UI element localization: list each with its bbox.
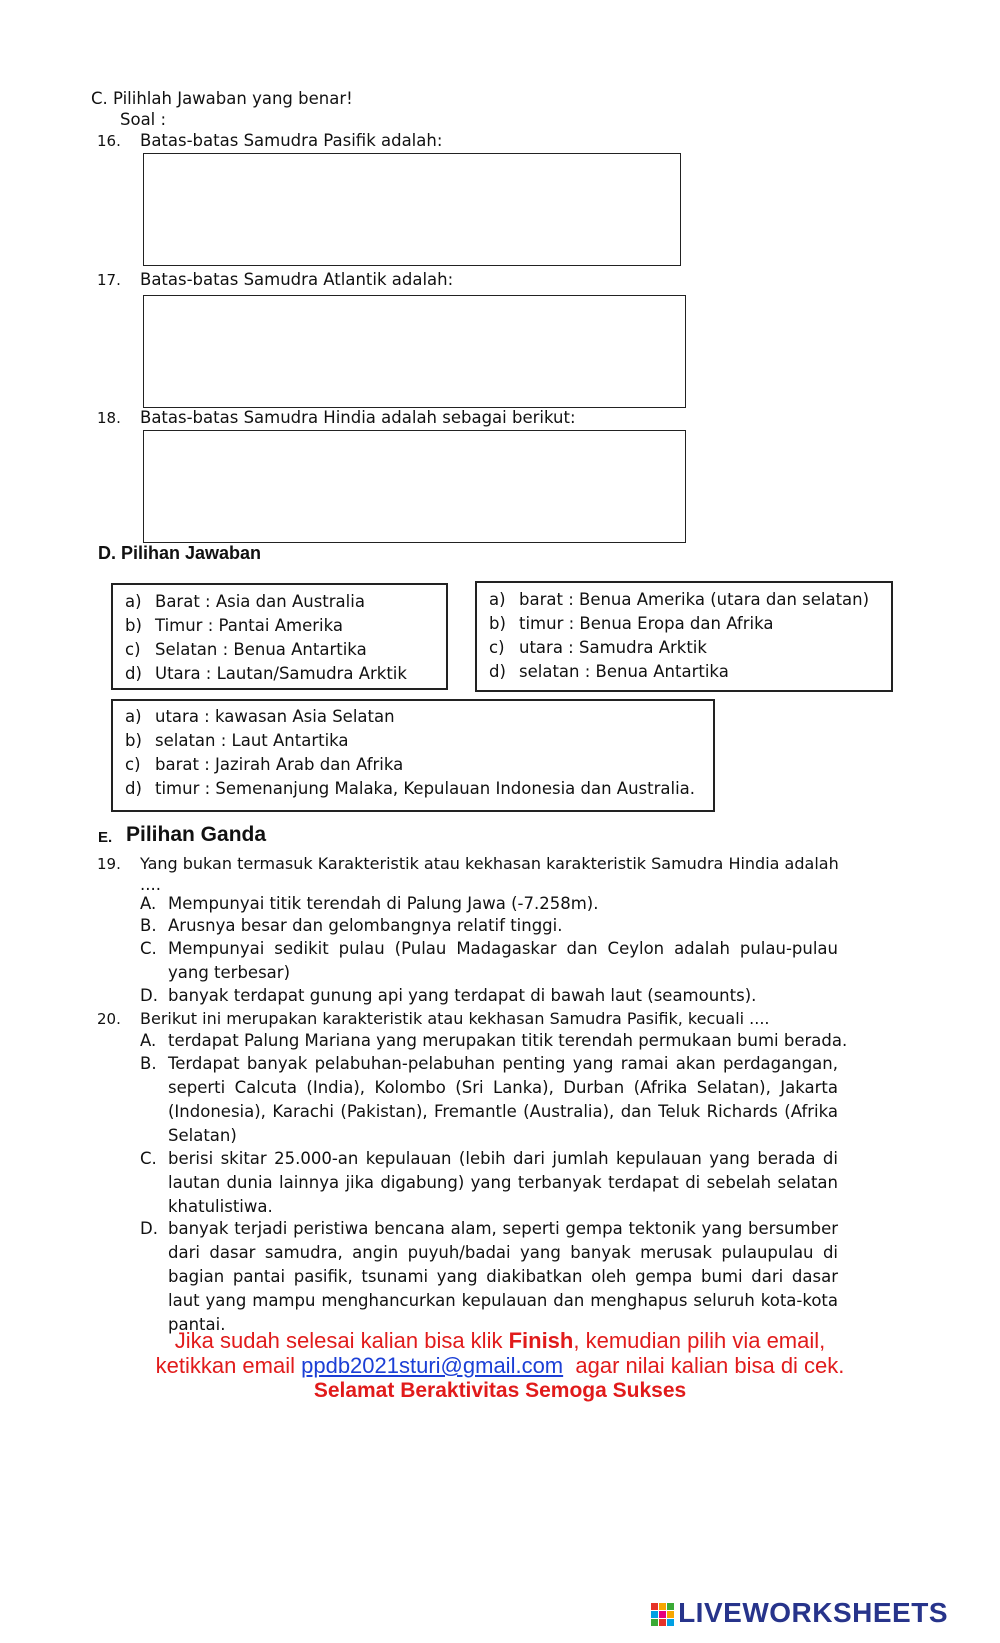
choice-box-hindia (111, 699, 715, 812)
email-link[interactable]: ppdb2021sturi@gmail.com (301, 1353, 564, 1378)
instruction-line-1: Jika sudah selesai kalian bisa klik Finish, kemudian pilih via email, (174, 1328, 826, 1353)
choice-row: c) utara : Samudra Arktik (489, 638, 707, 657)
closing-message: Selamat Beraktivitas Semoga Sukses (313, 1379, 687, 1402)
choice-row: b) Timur : Pantai Amerika (125, 616, 343, 635)
liveworksheets-logo: LIVEWORKSHEETS (651, 1597, 948, 1629)
choice-row: a) Barat : Asia dan Australia (125, 592, 365, 611)
choice-row: c) barat : Jazirah Arab dan Afrika (125, 755, 404, 774)
q19-number: 19. (97, 855, 121, 873)
finish-word: Finish (508, 1328, 574, 1353)
soal-label: Soal : (120, 110, 167, 129)
q18-answer-box[interactable] (143, 430, 686, 543)
choice-box-pasifik (111, 583, 448, 690)
choice-row: a) utara : kawasan Asia Selatan (125, 707, 395, 726)
section-c-title: C. Pilihlah Jawaban yang benar! (91, 89, 353, 108)
q19-dots: .... (140, 875, 161, 894)
choice-row: b) timur : Benua Eropa dan Afrika (489, 614, 774, 633)
q17-number: 17. (97, 271, 121, 289)
q20-text: Berikut ini merupakan karakteristik atau kekhasan Samudra Pasifik, kecuali .... (140, 1009, 770, 1028)
q20-number: 20. (97, 1010, 121, 1028)
section-d-title: D. Pilihan Jawaban (98, 543, 262, 563)
section-e-letter: E. (98, 829, 113, 846)
q16-answer-box[interactable] (143, 153, 681, 266)
q17-answer-box[interactable] (143, 295, 686, 408)
logo-blocks-icon (651, 1603, 674, 1626)
q16-number: 16. (97, 132, 121, 150)
q18-text: Batas-batas Samudra Hindia adalah sebagai berikut: (140, 408, 576, 427)
section-e-title: Pilihan Ganda (126, 823, 267, 846)
q18-number: 18. (97, 409, 121, 427)
q19-text: Yang bukan termasuk Karakteristik atau kekhasan karakteristik Samudra Hindia adalah (140, 854, 839, 873)
q17-text: Batas-batas Samudra Atlantik adalah: (140, 270, 454, 289)
choice-row: a) barat : Benua Amerika (utara dan selatan) (489, 590, 870, 609)
instruction-line-2: ketikkan email ppdb2021sturi@gmail.com agar nilai kalian bisa di cek. (155, 1353, 845, 1378)
choice-box-atlantik (475, 581, 893, 692)
choice-row: d) selatan : Benua Antartika (489, 662, 729, 681)
choice-row: d) timur : Semenanjung Malaka, Kepulauan Indonesia dan Australia. (125, 779, 696, 798)
q16-text: Batas-batas Samudra Pasifik adalah: (140, 131, 443, 150)
choice-row: b) selatan : Laut Antartika (125, 731, 349, 750)
choice-row: c) Selatan : Benua Antartika (125, 640, 367, 659)
choice-row: d) Utara : Lautan/Samudra Arktik (125, 664, 407, 683)
